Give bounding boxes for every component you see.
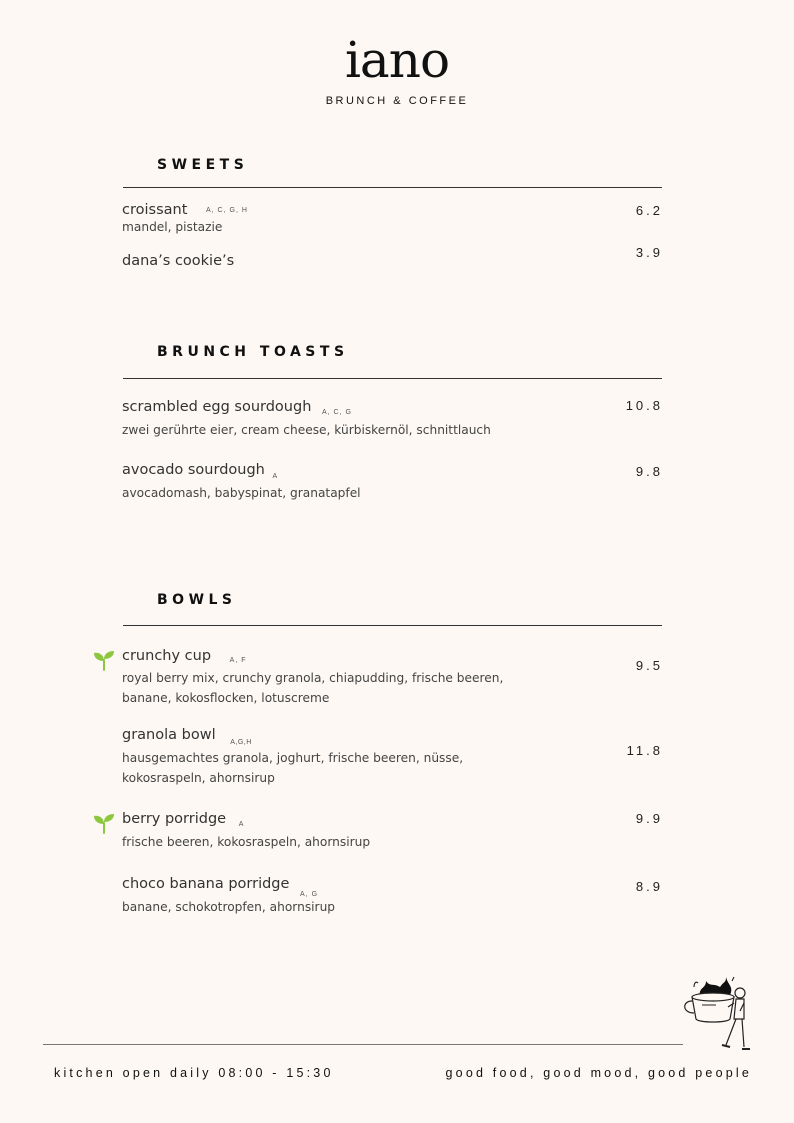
menu-item-price: 8.9: [635, 879, 663, 894]
brand-logo: iano: [344, 31, 450, 89]
allergen-codes: A: [238, 821, 245, 828]
menu-item-name: [122, 253, 234, 269]
menu-item-name: [122, 462, 278, 478]
description-line: royal berry mix, crunchy granola, chiapudding, frische beeren,: [122, 671, 504, 685]
menu-item-name: [122, 648, 247, 664]
menu-item-description: mandel, pistazie: [122, 220, 223, 234]
section-divider: [123, 378, 662, 379]
menu-item-name: [122, 399, 352, 415]
menu-item-name: [122, 727, 252, 746]
item-name-text: crunchy cup: [122, 648, 212, 664]
item-name-text: choco banana porridge: [122, 876, 290, 892]
footer-divider: [43, 1044, 683, 1045]
allergen-codes: A: [272, 473, 279, 480]
brand-tagline: BRUNCH & COFFEE: [325, 95, 469, 107]
allergen-codes: A, G: [300, 891, 319, 898]
allergen-codes: A, F: [229, 657, 247, 664]
allergen-codes: A, C, G, H: [206, 207, 248, 214]
menu-item-name: [122, 811, 244, 827]
item-name-text: avocado sourdough: [122, 462, 265, 478]
allergen-codes: A,G,H: [230, 739, 252, 746]
allergen-codes: A, C, G: [322, 409, 352, 416]
menu-item-price: 6.2: [635, 203, 663, 218]
sprout-icon: [92, 648, 116, 672]
sprout-icon: [92, 811, 116, 835]
menu-item-price: 9.9: [635, 811, 663, 826]
item-name-text: granola bowl: [122, 727, 216, 743]
item-name-text: croissant: [122, 202, 188, 218]
description-line: kokosraspeln, ahornsirup: [122, 771, 275, 785]
section-divider: [123, 187, 662, 188]
menu-item-price: 10.8: [625, 398, 663, 413]
menu-item-price: 9.8: [635, 464, 663, 479]
section-divider: [123, 625, 662, 626]
section-title-brunch-toasts: BRUNCH TOASTS: [157, 344, 349, 360]
item-name-text: scrambled egg sourdough: [122, 399, 312, 415]
menu-item-name: [122, 876, 319, 898]
menu-item-description: banane, schokotropfen, ahornsirup: [122, 900, 336, 914]
menu-item-description: avocadomash, babyspinat, granatapfel: [122, 486, 361, 500]
menu-item-description: zwei gerührte eier, cream cheese, kürbiskernöl, schnittlauch: [122, 423, 491, 437]
menu-item-description: frische beeren, kokosraspeln, ahornsirup: [122, 835, 371, 849]
description-line: banane, kokosflocken, lotuscreme: [122, 691, 330, 705]
menu-item-price: 9.5: [635, 658, 663, 673]
section-title-sweets: SWEETS: [157, 157, 249, 173]
footer-slogan: good food, good mood, good people: [445, 1066, 752, 1080]
menu-item-description: [122, 748, 542, 788]
menu-item-price: 3.9: [635, 245, 663, 260]
section-title-bowls: BOWLS: [157, 592, 237, 608]
person-carrying-coffee-cup-icon: [676, 975, 756, 1057]
menu-item-price: 11.8: [626, 743, 663, 758]
menu-item-name: [122, 202, 248, 218]
opening-hours: kitchen open daily 08:00 - 15:30: [54, 1066, 334, 1080]
menu-item-description: [122, 668, 542, 708]
item-name-text: dana’s cookie’s: [122, 253, 235, 269]
description-line: hausgemachtes granola, joghurt, frische beeren, nüsse,: [122, 751, 464, 765]
item-name-text: berry porridge: [122, 811, 227, 827]
